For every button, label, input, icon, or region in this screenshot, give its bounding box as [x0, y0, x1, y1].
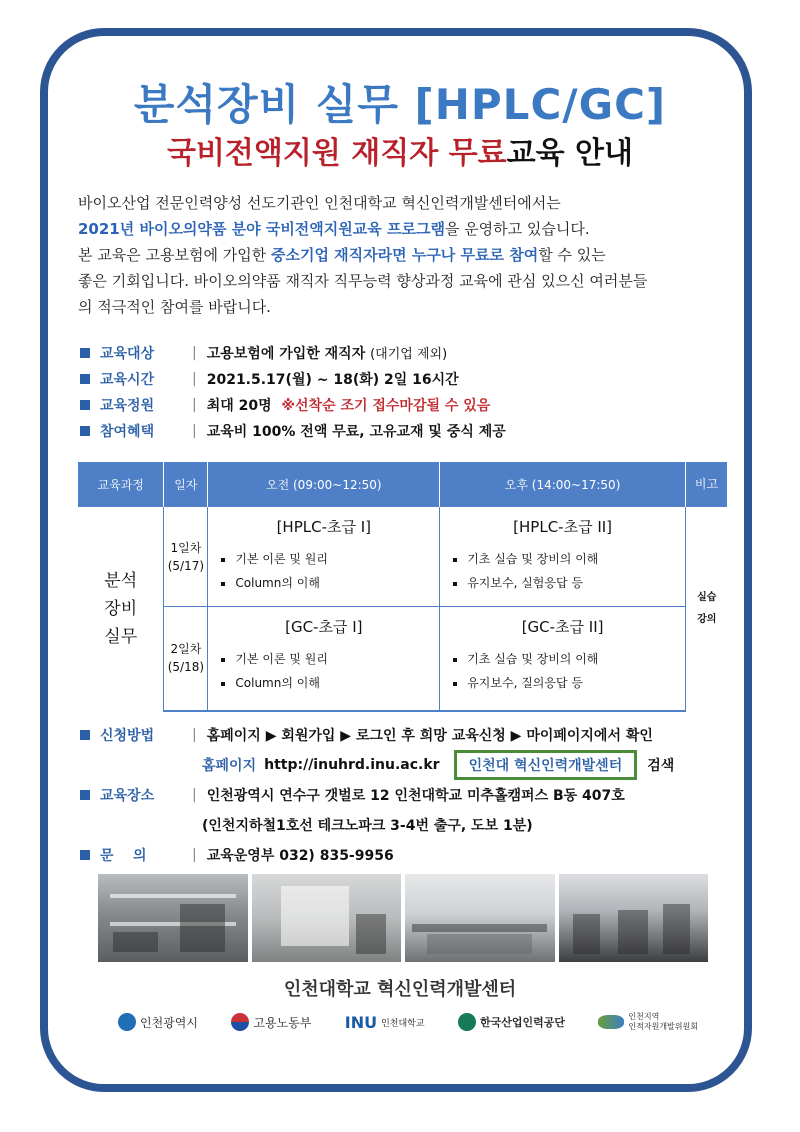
morning-cell — [208, 607, 440, 711]
info-key: 교육장소 — [80, 785, 192, 805]
search-keyword-box: 인천대 혁신인력개발센터 — [454, 750, 638, 780]
separator: | — [192, 397, 197, 413]
apply-method-row — [80, 720, 740, 750]
session-title: [GC-초급 II] — [521, 618, 604, 636]
list-item: ▪ 기초 실습 및 장비의 이해 — [467, 547, 684, 571]
hrdkorea-logo-icon — [458, 1013, 476, 1031]
search-word: 검색 — [647, 758, 675, 774]
lab-photo — [98, 874, 248, 962]
list-item: ▪ Column의 이해 — [235, 571, 438, 595]
square-bullet-icon — [80, 730, 90, 740]
intro-line: 의 적극적인 참여를 바랍니다. — [78, 298, 271, 316]
info-key: 교육대상 — [80, 343, 192, 363]
list-item: ▪ Column의 이해 — [235, 671, 438, 695]
center-name: 인천대학교 혁신인력개발센터 — [283, 979, 517, 1000]
session-title: [HPLC-초급 I] — [276, 518, 372, 536]
logo-inu: INU 인천대학교 — [344, 1012, 425, 1032]
contact-value: 교육운영부 032) 835-9956 — [206, 848, 394, 864]
list-item: ▪ 유지보수, 질의응답 등 — [467, 671, 684, 695]
info-row-time — [80, 366, 720, 392]
separator: | — [192, 727, 197, 743]
homepage-row — [80, 750, 740, 780]
intro-text: 을 운영하고 있습니다. — [444, 220, 590, 238]
session-list — [209, 647, 438, 695]
lab-photo — [559, 874, 709, 962]
info-key: 신청방법 — [80, 725, 192, 745]
list-item: ▪ 기본 이론 및 원리 — [235, 647, 438, 671]
info-value: 2021.5.17(월) ~ 18(화) 2일 16시간 — [206, 372, 459, 388]
session-list — [441, 547, 684, 595]
intro-line — [78, 216, 728, 242]
intro-paragraph — [78, 190, 728, 320]
info-row-benefit — [80, 418, 720, 444]
info-key: 교육시간 — [80, 369, 192, 389]
square-bullet-icon — [80, 426, 90, 436]
sponsor-logos — [118, 1012, 698, 1032]
separator: | — [192, 423, 197, 439]
separator: | — [192, 371, 197, 387]
table-row — [78, 507, 728, 607]
afternoon-cell — [440, 507, 686, 607]
place-value: 인천광역시 연수구 갯벌로 12 인천대학교 미추홀캠퍼스 B동 407호 — [206, 788, 625, 804]
intro-text: 할 수 있는 — [538, 246, 606, 264]
header-afternoon: 오후 (14:00~17:50) — [440, 462, 686, 507]
header-course: 교육과정 — [78, 462, 164, 507]
taegeuk-icon — [231, 1013, 249, 1031]
session-title: [GC-초급 I] — [285, 618, 363, 636]
sub-title — [0, 128, 800, 172]
note-cell — [686, 507, 728, 711]
morning-cell — [208, 507, 440, 607]
intro-text: 본 교육은 고용보험에 가입한 — [78, 246, 271, 264]
place-sub-row — [80, 810, 740, 840]
day-cell: 2일차 (5/18) — [164, 607, 208, 711]
table-header-row — [78, 462, 728, 507]
intro-line: 바이오산업 전문인력양성 선도기관인 인천대학교 혁신인력개발센터에서는 — [78, 194, 561, 212]
logo-incheon-city: 인천광역시 — [118, 1013, 198, 1031]
apply-method-value: 홈페이지 ▶ 회원가입 ▶ 로그인 후 희망 교육신청 ▶ 마이페이지에서 확인 — [206, 728, 653, 744]
sub-title-rest: 교육 안내 — [506, 136, 634, 171]
list-item: ▪ 기초 실습 및 장비의 이해 — [467, 647, 684, 671]
info-key: 참여혜택 — [80, 421, 192, 441]
header-date: 일자 — [164, 462, 208, 507]
info-value: 고용보험에 가입한 재직자 (대기업 제외) — [206, 346, 448, 362]
session-title: [HPLC-초급 II] — [513, 518, 613, 536]
square-bullet-icon — [80, 374, 90, 384]
list-item: ▪ 유지보수, 실험응답 등 — [467, 571, 684, 595]
info-value: 교육비 100% 전액 무료, 고유교재 및 중식 제공 — [206, 424, 506, 440]
info-key: 문 의 — [80, 845, 192, 865]
logo-incheon-hrd-council: 인천지역 인적자원개발위원회 — [598, 1012, 698, 1032]
incheon-city-logo-icon — [118, 1013, 136, 1031]
session-list — [441, 647, 684, 695]
info-list — [80, 340, 720, 444]
intro-highlight: 2021년 바이오의약품 분야 국비전액지원교육 프로그램 — [78, 220, 445, 238]
day-cell: 1일차 (5/17) — [164, 507, 208, 607]
place-row — [80, 780, 740, 810]
list-item: ▪ 기본 이론 및 원리 — [235, 547, 438, 571]
info-value: 최대 20명 ※선착순 조기 접수마감될 수 있음 — [206, 398, 491, 414]
course-cell — [78, 507, 164, 711]
separator: | — [192, 345, 197, 361]
square-bullet-icon — [80, 850, 90, 860]
header-note: 비고 — [686, 462, 728, 507]
afternoon-cell — [440, 607, 686, 711]
contact-row — [80, 840, 740, 870]
header-morning: 오전 (09:00~12:50) — [208, 462, 440, 507]
place-sub: (인천지하철1호선 테크노파크 3-4번 출구, 도보 1분) — [202, 818, 533, 834]
lab-photo — [405, 874, 555, 962]
intro-line — [78, 242, 728, 268]
logo-ministry-labor: 고용노동부 — [231, 1013, 311, 1031]
info-row-capacity — [80, 392, 720, 418]
square-bullet-icon — [80, 790, 90, 800]
homepage-label: 홈페이지 — [202, 758, 257, 774]
note-line: 실습 — [697, 591, 717, 603]
course-line: 장비 — [104, 598, 138, 619]
sub-title-highlight: 국비전액지원 재직자 무료 — [166, 136, 507, 171]
separator: | — [192, 787, 197, 803]
course-line: 실무 — [104, 626, 138, 647]
council-logo-icon — [598, 1015, 624, 1029]
inu-logo-text: INU — [344, 1012, 378, 1032]
separator: | — [192, 847, 197, 863]
apply-section — [80, 720, 740, 870]
intro-line: 좋은 기회입니다. 바이오의약품 재직자 직무능력 향상과정 교육에 관심 있으신 여러분들 — [78, 272, 648, 290]
note-line: 강의 — [697, 613, 717, 625]
info-key: 교육정원 — [80, 395, 192, 415]
session-list — [209, 547, 438, 595]
homepage-url-link[interactable]: http://inuhrd.inu.ac.kr — [264, 757, 440, 773]
course-line: 분석 — [104, 570, 138, 591]
logo-hrdkorea: 한국산업인력공단 — [458, 1013, 565, 1031]
square-bullet-icon — [80, 400, 90, 410]
schedule-table — [78, 462, 728, 712]
info-row-target — [80, 340, 720, 366]
lab-photo-strip — [98, 874, 708, 962]
intro-highlight: 중소기업 재직자라면 누구나 무료로 참여 — [270, 246, 539, 264]
table-row — [78, 607, 728, 711]
main-title: 분석장비 실무 [HPLC/GC] — [133, 80, 667, 129]
lab-photo — [252, 874, 402, 962]
square-bullet-icon — [80, 348, 90, 358]
